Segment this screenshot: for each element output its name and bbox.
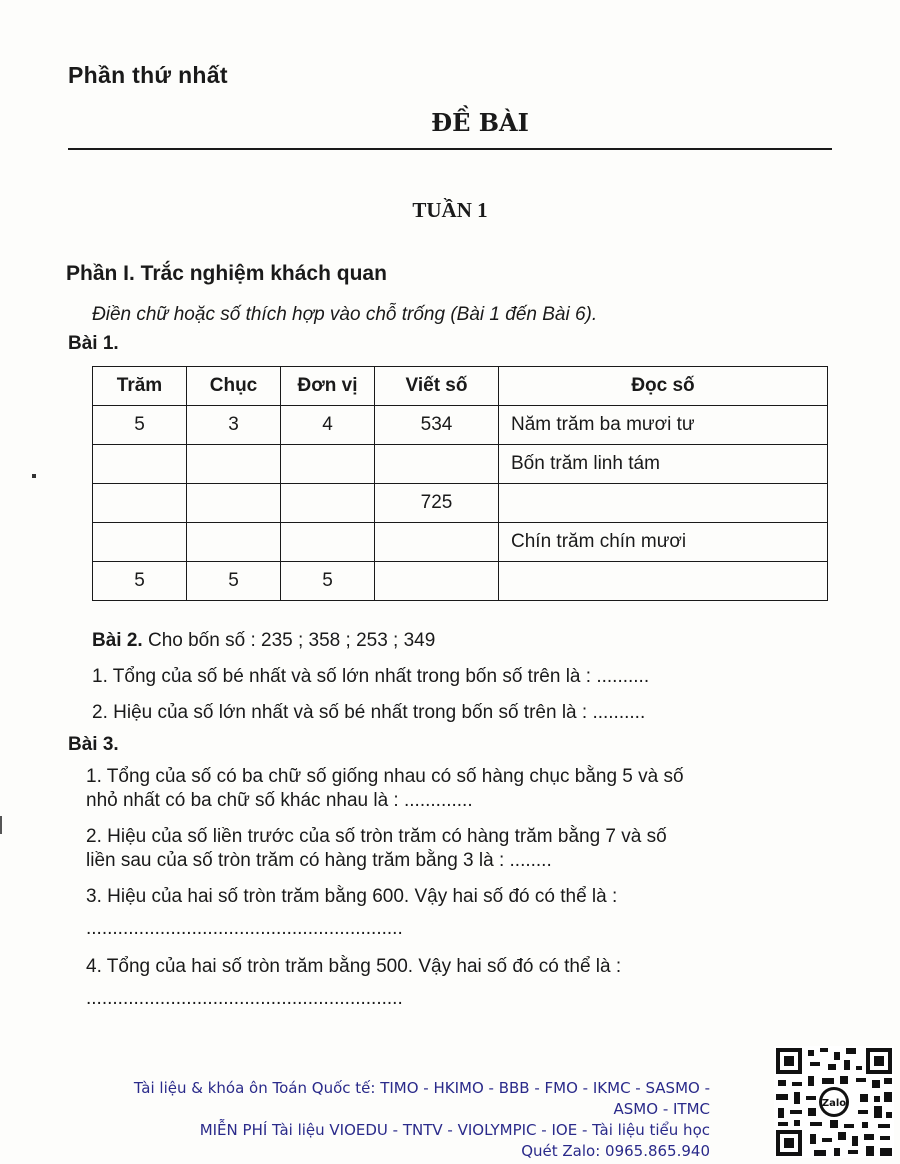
table-cell: [93, 484, 187, 523]
table-cell: Bốn trăm linh tám: [499, 445, 828, 484]
exercise-3-q2-line2: liền sau của số tròn trăm có hàng trăm bằng 3 là : ........: [86, 850, 552, 871]
table-cell: [93, 445, 187, 484]
zalo-qr-code[interactable]: [774, 1046, 894, 1158]
exercise-2-label: Bài 2.: [92, 630, 143, 651]
table-row: [93, 445, 828, 484]
exercise-3-label: Bài 3.: [68, 734, 119, 755]
table-cell: [93, 523, 187, 562]
header-don-vi: Đơn vị: [281, 367, 375, 406]
week-title: TUẦN 1: [412, 198, 488, 222]
exercise-3-q1-line2: nhỏ nhất có ba chữ số khác nhau là : .............: [86, 790, 473, 811]
header-viet-so: Viết số: [375, 367, 499, 406]
footer-line-4: Quét Zalo: 0965.865.940: [521, 1142, 710, 1160]
table-cell: 4: [281, 406, 375, 445]
header-tram: Trăm: [93, 367, 187, 406]
table-cell: 534: [375, 406, 499, 445]
table-cell: 725: [375, 484, 499, 523]
table-header-row: [93, 367, 828, 406]
exercise-3-q1-line1: 1. Tổng của số có ba chữ số giống nhau có số hàng chục bằng 5 và số: [86, 766, 684, 787]
qr-code-icon: [774, 1046, 894, 1158]
exercise-3-q4: 4. Tổng của hai số tròn trăm bằng 500. Vậy hai số đó có thể là :: [86, 956, 622, 977]
table-cell: 5: [93, 562, 187, 601]
exercise-2-intro: [92, 630, 435, 652]
table-cell: [187, 445, 281, 484]
table-cell: [499, 562, 828, 601]
scan-dot-mark: [32, 474, 36, 478]
table-cell: [375, 523, 499, 562]
section-title: Phần I. Trắc nghiệm khách quan: [66, 262, 387, 285]
table-cell: [375, 562, 499, 601]
header-chuc: Chục: [187, 367, 281, 406]
exercise-3-q3-blank: ............................................................: [86, 918, 403, 939]
table-row: [93, 523, 828, 562]
table-cell: [499, 484, 828, 523]
exercise-3-q4-blank: ............................................................: [86, 988, 403, 1009]
table-cell: [281, 445, 375, 484]
table-row: [93, 562, 828, 601]
part-title: Phần thứ nhất: [68, 62, 228, 88]
exercise-3-q3: 3. Hiệu của hai số tròn trăm bằng 600. Vậy hai số đó có thể là :: [86, 886, 618, 907]
table-cell: 5: [281, 562, 375, 601]
table-row: [93, 406, 828, 445]
table-cell: Năm trăm ba mươi tư: [499, 406, 828, 445]
exercise-1-label: Bài 1.: [68, 333, 119, 354]
table-cell: 3: [187, 406, 281, 445]
exercise-2-question-2: 2. Hiệu của số lớn nhất và số bé nhất trong bốn số trên là : ..........: [92, 702, 646, 723]
footer-line-1: Tài liệu & khóa ôn Toán Quốc tế: TIMO - HKIMO - BBB - FMO - IKMC - SASMO -: [133, 1079, 710, 1097]
header-doc-so: Đọc số: [499, 367, 828, 406]
table-cell: [187, 484, 281, 523]
table-cell: [281, 523, 375, 562]
table-row: [93, 484, 828, 523]
table-cell: Chín trăm chín mươi: [499, 523, 828, 562]
exercise-2-question-1: 1. Tổng của số bé nhất và số lớn nhất trong bốn số trên là : ..........: [92, 666, 650, 687]
place-value-table: [92, 366, 828, 601]
table-cell: [187, 523, 281, 562]
exercise-2-text: Cho bốn số : 235 ; 358 ; 253 ; 349: [142, 630, 436, 651]
scan-edge-mark: [0, 816, 2, 834]
exercise-3-q2-line1: 2. Hiệu của số liền trước của số tròn trăm có hàng trăm bằng 7 và số: [86, 826, 667, 847]
footer-line-3: MIỄN PHÍ Tài liệu VIOEDU - TNTV - VIOLYMPIC - IOE - Tài liệu tiểu học: [199, 1121, 710, 1139]
table-cell: [375, 445, 499, 484]
main-title: ĐỀ BÀI: [431, 108, 529, 137]
table-cell: [281, 484, 375, 523]
qr-zalo-badge: Zalo: [821, 1098, 847, 1109]
footer-line-2: ASMO - ITMC: [613, 1100, 710, 1118]
instruction: Điền chữ hoặc số thích hợp vào chỗ trống (Bài 1 đến Bài 6).: [92, 304, 598, 325]
table-cell: 5: [187, 562, 281, 601]
table-cell: 5: [93, 406, 187, 445]
title-divider: [68, 148, 832, 150]
